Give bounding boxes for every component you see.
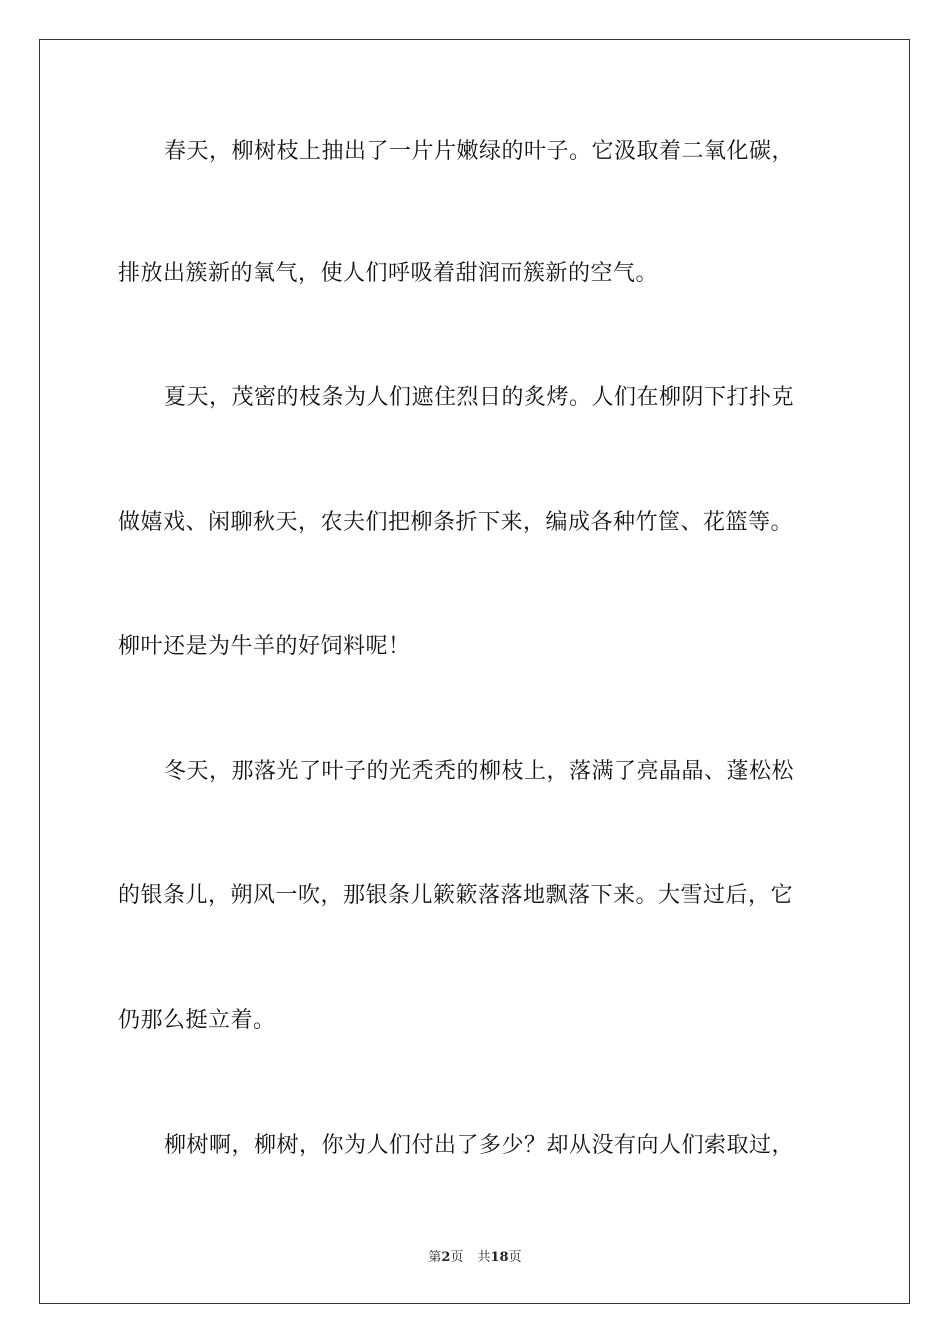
- paragraph-summer-line-3: 柳叶还是为牛羊的好饲料呢！: [118, 634, 411, 659]
- page-footer: [0, 1246, 950, 1265]
- paragraph-spring-line-2: 排放出簇新的氧气，使人们呼吸着甜润而簇新的空气。: [118, 261, 659, 286]
- paragraph-winter-line-2: 的银条儿，朔风一吹，那银条儿簌簌落落地飘落下来。大雪过后，它: [118, 883, 794, 908]
- paragraph-winter-line-1: 冬天，那落光了叶子的光秃秃的柳枝上，落满了亮晶晶、蓬松松: [164, 759, 795, 784]
- total-suffix: 页: [508, 1250, 522, 1265]
- paragraph-summer-line-2: 做嬉戏、闲聊秋天，农夫们把柳条折下来，编成各种竹筐、花篮等。: [118, 510, 794, 535]
- page-border: [39, 39, 910, 1304]
- total-prefix: 共: [477, 1250, 491, 1265]
- page-suffix: 页: [450, 1250, 464, 1265]
- paragraph-summer-line-1: 夏天，茂密的枝条为人们遮住烈日的炙烤。人们在柳阴下打扑克: [164, 385, 795, 410]
- paragraph-spring-line-1: 春天，柳树枝上抽出了一片片嫩绿的叶子。它汲取着二氧化碳，: [164, 139, 795, 164]
- paragraph-winter-line-3: 仍那么挺立着。: [118, 1008, 276, 1033]
- page-total-number: 18: [490, 1250, 509, 1265]
- page-prefix: 第: [428, 1250, 442, 1265]
- paragraph-closing-line-1: 柳树啊，柳树，你为人们付出了多少？却从没有向人们索取过，: [164, 1133, 795, 1158]
- page-current-number: 2: [441, 1250, 451, 1265]
